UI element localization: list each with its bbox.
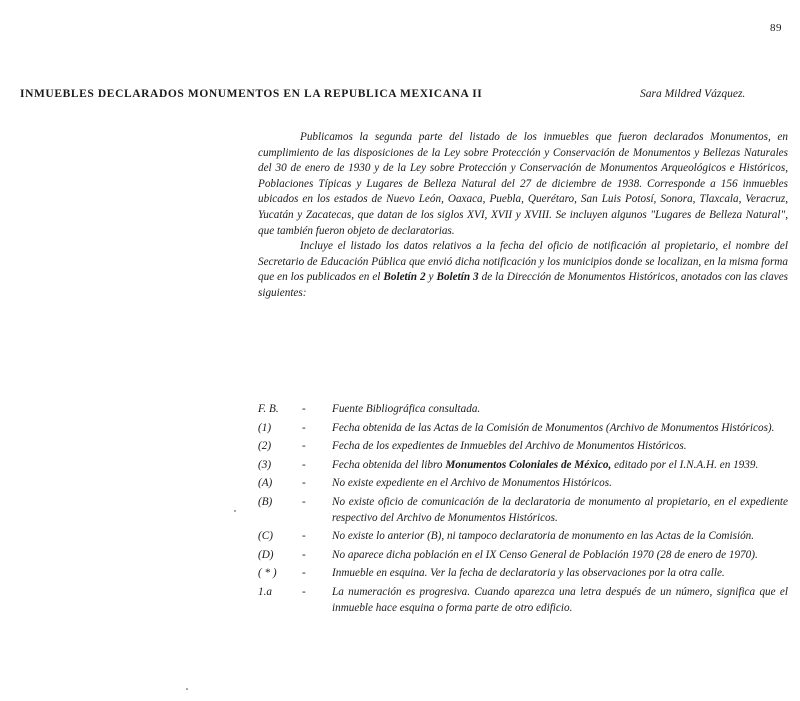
- legend-dash: -: [302, 530, 306, 543]
- legend-row: [258, 476, 788, 492]
- book-title: Monumentos Coloniales de México,: [445, 458, 612, 471]
- legend-dash: -: [302, 477, 306, 490]
- legend-description: Inmueble en esquina. Ver la fecha de declaratoria y las observaciones por la otra calle.: [332, 567, 725, 580]
- legend-row: [258, 421, 788, 437]
- intro-p2-text-mid: y: [425, 271, 437, 284]
- legend-description: Fecha obtenida de las Actas de la Comisión de Monumentos (Archivo de Monumentos Históricos).: [332, 421, 775, 434]
- scan-speck: [186, 688, 188, 690]
- legend-key: ( * ): [258, 567, 277, 580]
- legend-dash: -: [302, 403, 306, 415]
- legend-description: Fuente Bibliográfica consultada.: [332, 403, 481, 415]
- legend-row: [258, 495, 788, 526]
- legend-key: (D): [258, 548, 274, 561]
- legend-row: [258, 566, 788, 582]
- legend-row: [258, 529, 788, 545]
- legend-key: (2): [258, 440, 272, 453]
- scan-speck: [234, 510, 236, 512]
- legend-description: No existe expediente en el Archivo de Monumentos Históricos.: [332, 477, 612, 490]
- legend-dash: -: [302, 585, 306, 598]
- legend-row: [258, 585, 788, 616]
- legend-key: 1.a: [258, 585, 272, 598]
- legend-key: (A): [258, 477, 273, 490]
- legend-key: (3): [258, 458, 272, 471]
- intro-paragraph-1: Publicamos la segunda parte del listado de los inmuebles que fueron declarados Monumentos, en cumplimiento de las disposiciones de la Ley sobre Protección y Conservación de Monumentos y Bellezas Naturales del 30 de enero de 1930 y de la Ley sobre Protección y Conservación de Monumentos Arqueológicos e Históricos, Poblaciones Típicas y Lugares de Belleza Natural del 27 de diciembre de 1938. Corresponde a 156 inmuebles ubicados en los estados de Nuevo León, Oaxaca, Puebla, Querétaro, San Luis Potosí, Sonora, Tlaxcala, Veracruz, Yucatán y Zacatecas, que datan de los siglos XVI, XVII y XVIII. Se incluyen algunos "Lugares de Belleza Natural", que también fueron objeto de declaratorias.: [258, 131, 788, 237]
- legend-dash: -: [302, 458, 306, 471]
- legend-description: No aparece dicha población en el IX Censo General de Población 1970 (28 de enero de 1970).: [332, 548, 758, 561]
- legend-description: No existe lo anterior (B), ni tampoco declaratoria de monumento en las Actas de la Comisión.: [332, 530, 755, 543]
- legend-description: [332, 458, 788, 474]
- legend-desc-end: editado por el I.N.A.H. en 1939.: [611, 458, 759, 471]
- legend-desc-start: Fecha obtenida del libro: [332, 458, 446, 471]
- author-name: Sara Mildred Vázquez.: [640, 88, 746, 100]
- page-number: 89: [770, 22, 782, 34]
- legend-dash: -: [302, 567, 306, 580]
- legend-dash: -: [302, 548, 306, 561]
- legend-row: [258, 439, 788, 455]
- intro-p2-text-end: de la Dirección de Monumentos Históricos, anotados con las claves siguientes:: [258, 271, 789, 299]
- intro-p2-text-start: Incluye el listado los datos relativos a la fecha del oficio de notificación al propietario, el nombre del Secretario de Educación Pública que envió dicha notificación y los municipios donde se localizan, en la misma forma que en los publicados en el: [258, 240, 788, 284]
- intro-paragraph-2: [258, 239, 788, 301]
- legend-description: No existe oficio de comunicación de la declaratoria de monumento al propietario, en el expediente respectivo del Archivo de Monumentos Históricos.: [332, 495, 788, 524]
- intro-text: [258, 130, 788, 302]
- legend-dash: -: [302, 421, 306, 434]
- article-title: INMUEBLES DECLARADOS MONUMENTOS EN LA REPUBLICA MEXICANA II: [20, 88, 483, 100]
- legend-description: La numeración es progresiva. Cuando aparezca una letra después de un número, significa que el inmueble hace esquina o forma parte de otro edificio.: [332, 585, 788, 614]
- boletin-3-ref: Boletín 3: [436, 271, 479, 284]
- legend-row: [258, 458, 788, 474]
- legend-key: (1): [258, 421, 272, 434]
- legend-key: (C): [258, 530, 273, 543]
- legend-row: [258, 548, 788, 564]
- legend-dash: -: [302, 495, 306, 508]
- boletin-2-ref: Boletín 2: [383, 271, 426, 284]
- legend-row: [258, 402, 788, 418]
- legend-dash: -: [302, 440, 306, 453]
- legend-description: Fecha de los expedientes de Inmuebles del Archivo de Monumentos Históricos.: [332, 440, 687, 453]
- legend-key: (B): [258, 495, 273, 508]
- legend-key: F. B.: [258, 403, 279, 415]
- key-legend: [258, 402, 788, 619]
